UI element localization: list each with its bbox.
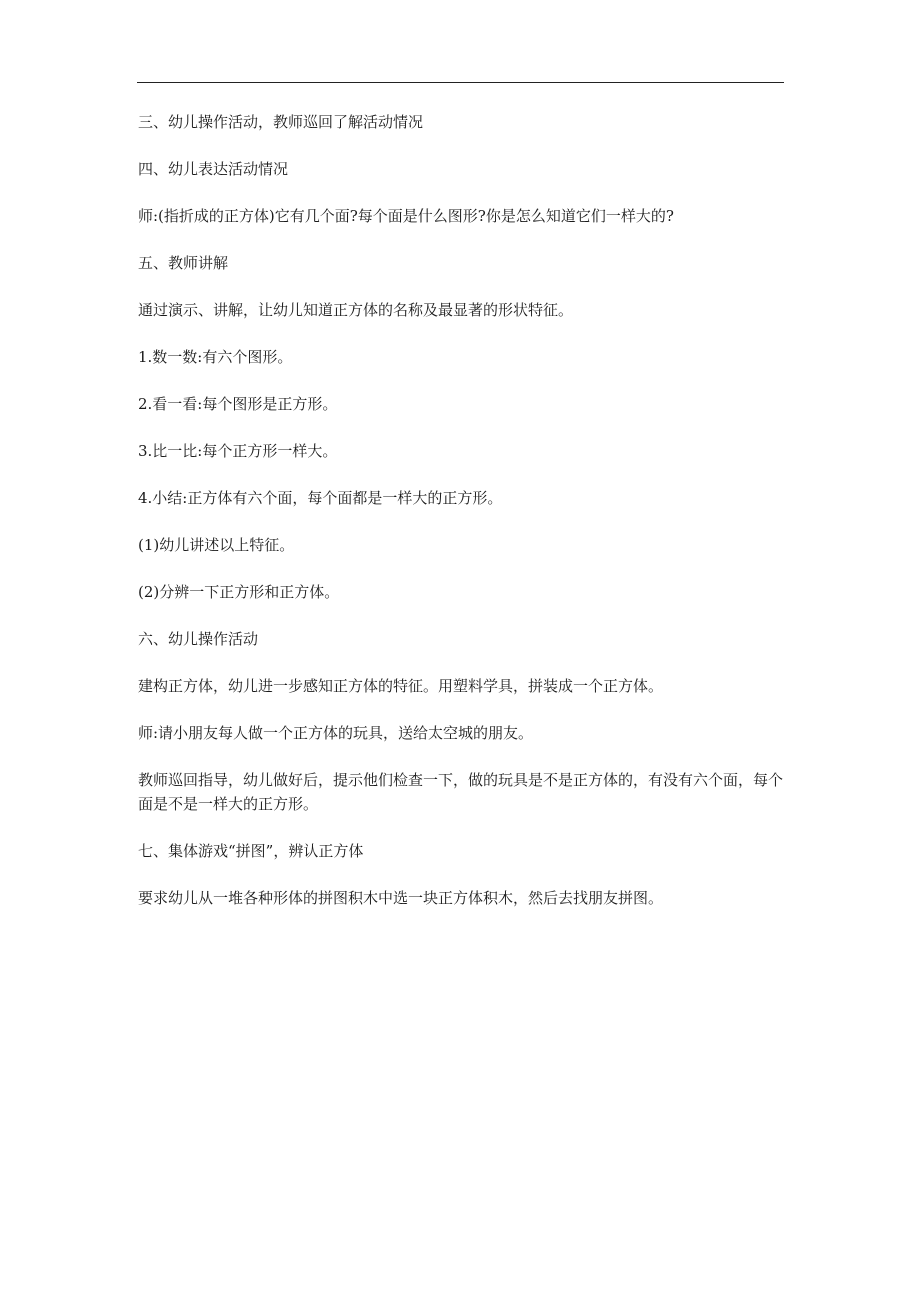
sub-item-distinguish: (2)分辨一下正方形和正方体。 <box>138 583 340 601</box>
paragraph-construct: 建构正方体，幼儿进一步感知正方体的特征。用塑料学具，拼装成一个正方体。 <box>138 677 664 695</box>
paragraph-explanation: 通过演示、讲解，让幼儿知道正方体的名称及最显著的形状特征。 <box>138 301 574 319</box>
list-item-count: 1.数一数:有六个图形。 <box>138 348 293 366</box>
list-item-look: 2.看一看:每个图形是正方形。 <box>138 395 338 413</box>
paragraph-game-rules: 要求幼儿从一堆各种形体的拼图积木中选一块正方体积木，然后去找朋友拼图。 <box>138 889 664 907</box>
section-heading-7: 七、集体游戏“拼图”，辨认正方体 <box>138 842 364 860</box>
document-body <box>138 110 788 910</box>
list-item-summary: 4.小结:正方体有六个面，每个面都是一样大的正方形。 <box>138 489 503 507</box>
paragraph-teacher-request: 师:请小朋友每人做一个正方体的玩具，送给太空城的朋友。 <box>138 724 534 742</box>
paragraph-teacher-question: 师:(指折成的正方体)它有几个面?每个面是什么图形?你是怎么知道它们一样大的? <box>138 207 674 225</box>
section-heading-4: 四、幼儿表达活动情况 <box>138 160 289 178</box>
sub-item-describe: (1)幼儿讲述以上特征。 <box>138 536 295 554</box>
list-item-compare: 3.比一比:每个正方形一样大。 <box>138 442 338 460</box>
paragraph-teacher-guidance: 教师巡回指导，幼儿做好后，提示他们检查一下，做的玩具是不是正方体的，有没有六个面，每个面是不是一样大的正方形。 <box>138 771 784 813</box>
section-heading-6: 六、幼儿操作活动 <box>138 630 259 648</box>
section-heading-3: 三、幼儿操作活动，教师巡回了解活动情况 <box>138 113 424 131</box>
header-rule <box>137 82 784 83</box>
section-heading-5: 五、教师讲解 <box>138 254 229 272</box>
